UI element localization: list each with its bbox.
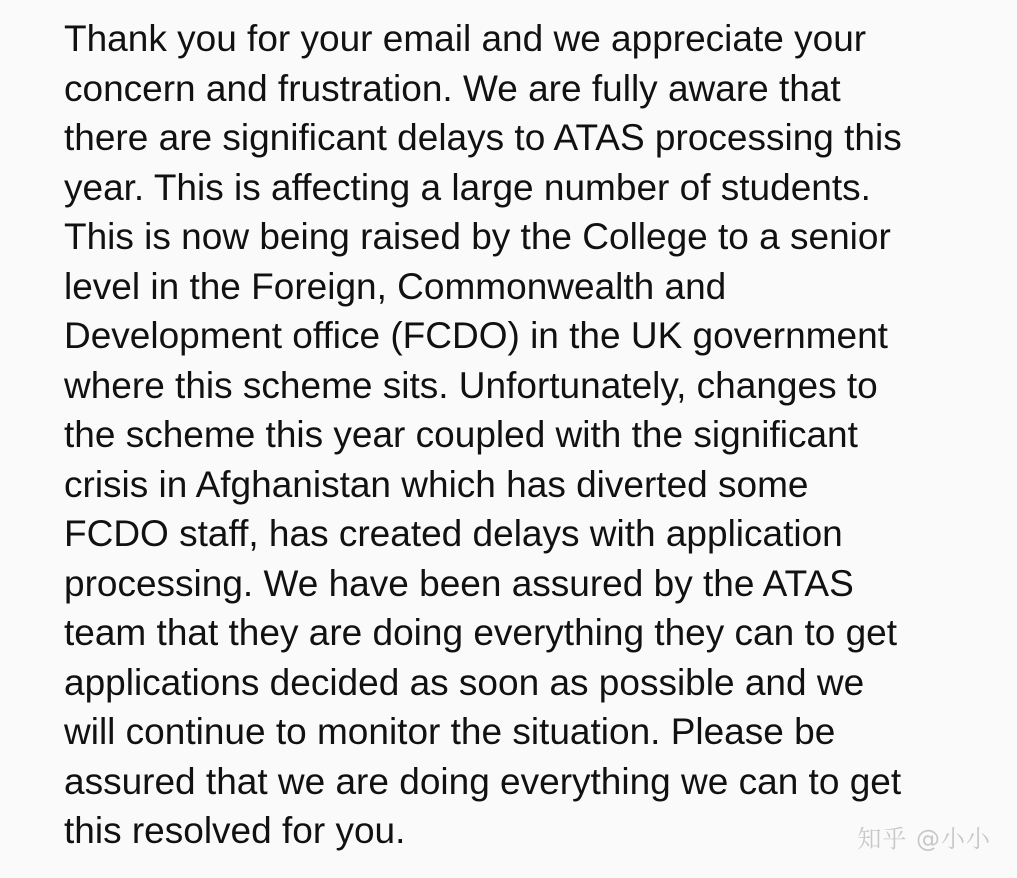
message-line: Development office (FCDO) in the UK government (64, 315, 888, 356)
watermark: 知乎 @小小 (857, 825, 991, 853)
message-line: assured that we are doing everything we can to get (64, 760, 902, 802)
message-line: this resolved for you. (64, 810, 406, 851)
message-line: the scheme this year coupled with the significant (64, 414, 858, 455)
message-line: processing. We have been assured by the ATAS (64, 562, 854, 604)
message-line: where this scheme sits. Unfortunately, changes to (64, 364, 878, 406)
message-line: year. This is affecting a large number of students. (64, 166, 871, 208)
message-line: will continue to monitor the situation. Please be (64, 711, 836, 752)
message-line: concern and frustration. We are fully aware that (64, 67, 841, 109)
message-line: crisis in Afghanistan which has diverted some (64, 463, 809, 505)
message-line: level in the Foreign, Commonwealth and (64, 265, 727, 307)
message-line: applications decided as soon as possible and we (64, 661, 865, 703)
message-line: FCDO staff, has created delays with application (64, 513, 843, 554)
message-line: there are significant delays to ATAS processing this (64, 117, 902, 158)
message-line: team that they are doing everything they can to get (64, 612, 898, 653)
email-message-body (64, 14, 994, 856)
message-line: This is now being raised by the College to a senior (64, 216, 891, 257)
message-line: Thank you for your email and we appreciate your (64, 18, 867, 59)
